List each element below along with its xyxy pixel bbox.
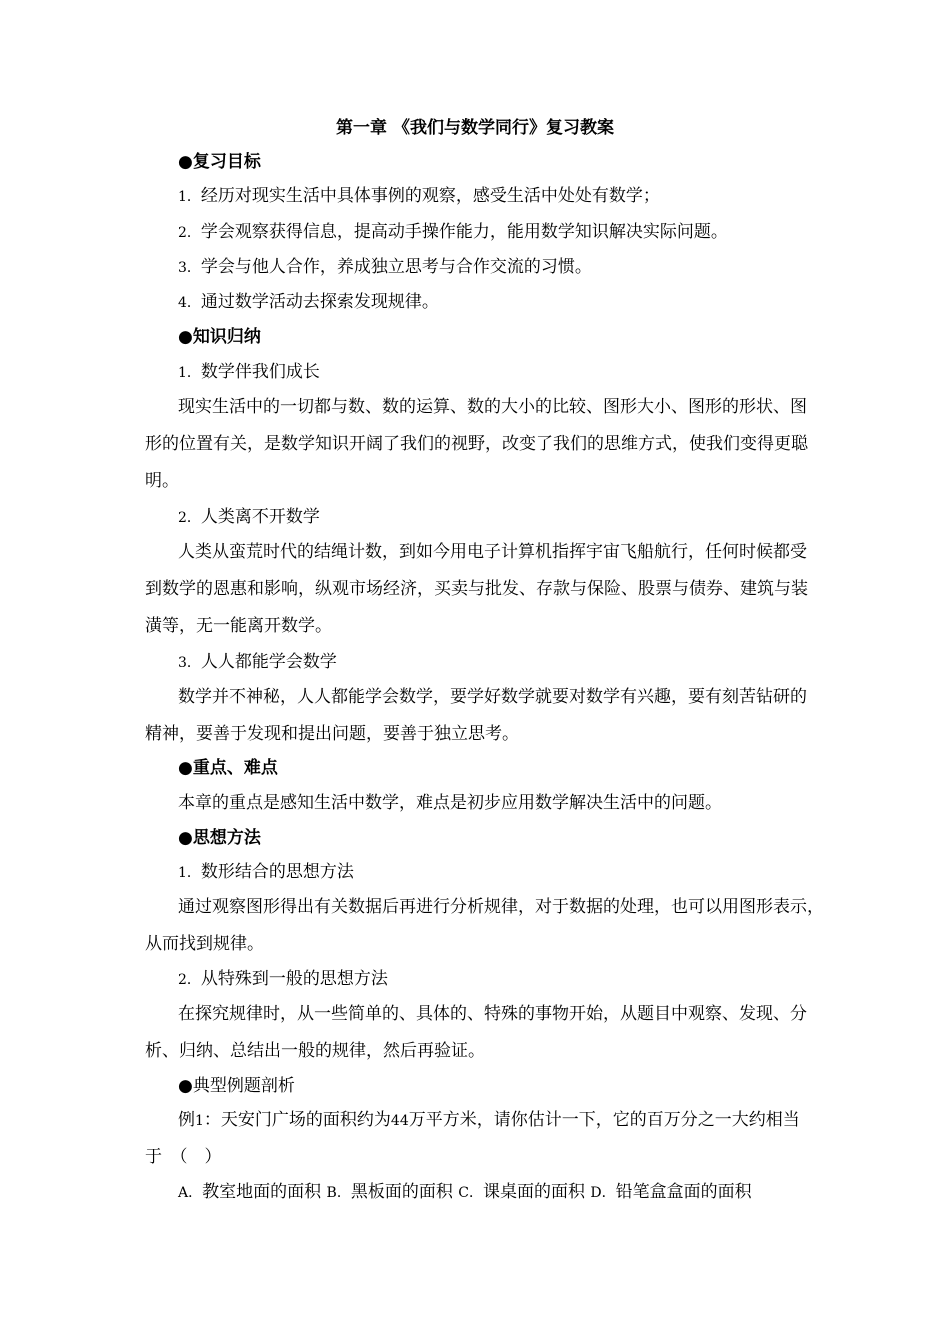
- option-text: 黑板面的面积: [350, 1182, 453, 1202]
- paragraph-line: 形的位置有关，是数学知识开阔了我们的视野，改变了我们的思维方式，使我们变得更聪: [145, 434, 808, 454]
- example-question-line2: 于 （ ）: [145, 1147, 222, 1167]
- section-title: 人类离不开数学: [200, 507, 320, 527]
- objectives-heading: ●复习目标: [178, 152, 261, 172]
- section-title: 人人都能学会数学: [200, 652, 337, 672]
- example-question: [178, 1108, 800, 1133]
- paragraph-line: 潢等，无一能离开数学。: [145, 616, 332, 636]
- section-number: 2．: [178, 972, 201, 988]
- example-text: ：天安门广场的面积约为: [203, 1110, 391, 1130]
- option-letter: C．: [458, 1185, 483, 1201]
- option-text: 教室地面的面积: [202, 1182, 322, 1202]
- objective-text: 经历对现实生活中具体事例的观察，感受生活中处处有数学；: [200, 186, 660, 206]
- example-number: 1: [195, 1113, 204, 1129]
- section-title: 从特殊到一般的思想方法: [200, 969, 388, 989]
- objective-item: [178, 184, 660, 209]
- option-letter: D．: [590, 1185, 616, 1201]
- example-text: 万平方米，请你估计一下，它的百万分之一大约相当: [408, 1110, 800, 1130]
- section-title: 数形结合的思想方法: [200, 862, 354, 882]
- paragraph-line: 本章的重点是感知生活中数学，难点是初步应用数学解决生活中的问题。: [178, 793, 722, 813]
- section-number: 1．: [178, 865, 201, 881]
- example-label: 例: [178, 1110, 195, 1130]
- objective-number: 3．: [178, 260, 201, 276]
- knowledge-section-title: [178, 360, 320, 385]
- paragraph-line: 现实生活中的一切都与数、数的运算、数的大小的比较、图形大小、图形的形状、图: [178, 397, 807, 417]
- option-text: 铅笔盒盒面的面积: [615, 1182, 752, 1202]
- section-number: 1．: [178, 365, 201, 381]
- examples-heading: ●典型例题剖析: [178, 1076, 295, 1096]
- section-number: 2．: [178, 510, 201, 526]
- objective-number: 1．: [178, 189, 201, 205]
- paragraph-line: 在探究规律时，从一些简单的、具体的、特殊的事物开始，从题目中观察、发现、分: [178, 1004, 807, 1024]
- knowledge-section-title: [178, 505, 320, 530]
- option-text: 课桌面的面积: [482, 1182, 585, 1202]
- example-options: [178, 1180, 752, 1205]
- method-section-title: [178, 860, 354, 885]
- objective-item: [178, 290, 439, 315]
- objective-number: 4．: [178, 295, 201, 311]
- paragraph-line: 明。: [145, 471, 179, 491]
- section-number: 3．: [178, 655, 201, 671]
- key-points-heading: ●重点、难点: [178, 758, 278, 778]
- option-letter: B．: [326, 1185, 351, 1201]
- page-title: 第一章 《我们与数学同行》复习教案: [336, 118, 614, 138]
- knowledge-heading: ●知识归纳: [178, 327, 261, 347]
- objective-item: [178, 255, 592, 280]
- paragraph-line: 到数学的恩惠和影响，纵观市场经济，买卖与批发、存款与保险、股票与债券、建筑与装: [145, 579, 808, 599]
- objective-item: [178, 220, 728, 245]
- objective-number: 2．: [178, 225, 201, 241]
- objective-text: 学会与他人合作，养成独立思考与合作交流的习惯。: [200, 257, 592, 277]
- method-section-title: [178, 967, 388, 992]
- knowledge-section-title: [178, 650, 337, 675]
- paragraph-line: 通过观察图形得出有关数据后再进行分析规律，对于数据的处理，也可以用图形表示，: [178, 897, 824, 917]
- paragraph-line: 人类从蛮荒时代的结绳计数，到如今用电子计算机指挥宇宙飞船航行，任何时候都受: [178, 542, 807, 562]
- paragraph-line: 从而找到规律。: [145, 934, 264, 954]
- objective-text: 通过数学活动去探索发现规律。: [200, 292, 439, 312]
- paragraph-line: 数学并不神秘，人人都能学会数学，要学好数学就要对数学有兴趣，要有刻苦钻研的: [178, 687, 807, 707]
- example-value: 44: [390, 1113, 409, 1129]
- section-title: 数学伴我们成长: [200, 362, 320, 382]
- methods-heading: ●思想方法: [178, 828, 261, 848]
- option-letter: A．: [178, 1185, 203, 1201]
- objective-text: 学会观察获得信息，提高动手操作能力，能用数学知识解决实际问题。: [200, 222, 728, 242]
- paragraph-line: 析、归纳、总结出一般的规律，然后再验证。: [145, 1041, 485, 1061]
- paragraph-line: 精神，要善于发现和提出问题，要善于独立思考。: [145, 724, 519, 744]
